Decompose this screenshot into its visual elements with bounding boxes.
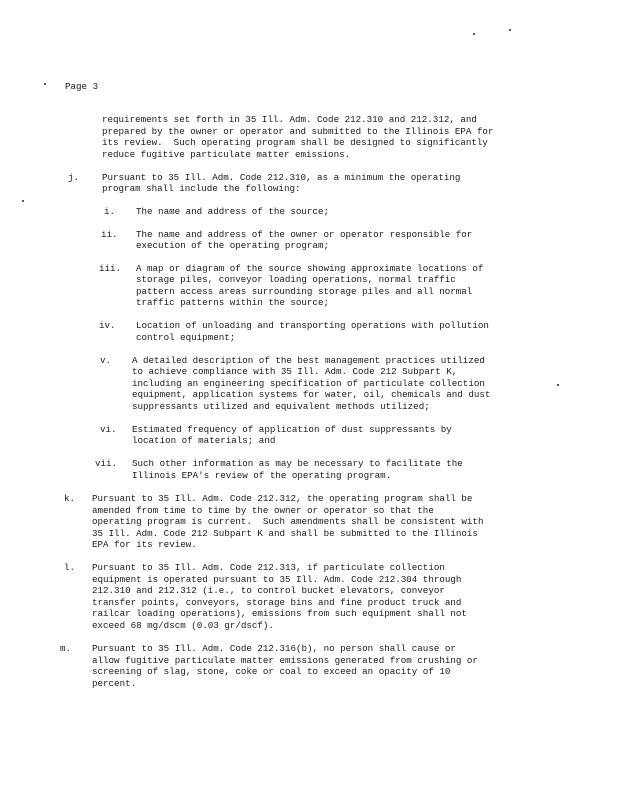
text-line: transfer points, conveyors, storage bins and fine product truck and xyxy=(92,597,462,608)
text-line: Estimated frequency of application of dust suppressants by xyxy=(132,424,452,435)
text-line: Pursuant to 35 Ill. Adm. Code 212.316(b), no person shall cause or xyxy=(92,643,456,654)
text-line: Pursuant to 35 Ill. Adm. Code 212.313, if particulate collection xyxy=(92,562,445,573)
item-label: iii. xyxy=(99,263,122,274)
text-line: 212.310 and 212.312 (i.e., to control bucket elevators, conveyor xyxy=(92,585,445,596)
scan-speck xyxy=(557,384,559,386)
text-line: allow fugitive particulate matter emissions generated from crushing or xyxy=(92,655,478,666)
text-line: control equipment; xyxy=(136,332,236,343)
text-line: A detailed description of the best management practices utilized xyxy=(132,355,485,366)
paragraph-label: l. xyxy=(64,562,76,573)
text-line: amended from time to time by the owner or operator so that the xyxy=(92,505,434,516)
text-line: Such other information as may be necessary to facilitate the xyxy=(132,458,463,469)
item-label: vi. xyxy=(100,424,117,435)
paragraph-label: k. xyxy=(64,493,76,504)
text-line: equipment, application systems for water, oil, chemicals and dust xyxy=(132,389,491,400)
text-line: Pursuant to 35 Ill. Adm. Code 212.310, as a minimum the operating xyxy=(102,172,461,183)
text-line: execution of the operating program; xyxy=(136,240,329,251)
item-label: i. xyxy=(104,206,116,217)
text-line: screening of slag, stone, coke or coal to exceed an opacity of 10 xyxy=(92,666,451,677)
text-line: percent. xyxy=(92,678,137,689)
text-line: program shall include the following: xyxy=(102,183,301,194)
text-line: traffic patterns within the source; xyxy=(136,297,329,308)
text-line: The name and address of the source; xyxy=(136,206,329,217)
item-label: vii. xyxy=(95,458,118,469)
scan-speck xyxy=(44,83,46,85)
text-line: operating program is current. Such amendments shall be consistent with xyxy=(92,516,484,527)
text-line: including an engineering specification of particulate collection xyxy=(132,378,485,389)
item-label: iv. xyxy=(99,320,116,331)
text-line: Location of unloading and transporting operations with pollution xyxy=(136,320,489,331)
text-line: requirements set forth in 35 Ill. Adm. Code 212.310 and 212.312, and xyxy=(102,114,477,125)
text-line: Illinois EPA's review of the operating program. xyxy=(132,470,392,481)
text-line: pattern access areas surrounding storage piles and all normal xyxy=(136,286,473,297)
scan-speck xyxy=(473,33,475,35)
text-line: to achieve compliance with 35 Ill. Adm. Code 212 Subpart K, xyxy=(132,366,458,377)
paragraph-label: j. xyxy=(68,172,80,183)
text-line: Pursuant to 35 Ill. Adm. Code 212.312, the operating program shall be xyxy=(92,493,473,504)
text-line: railcar loading operations), emissions from such equipment shall not xyxy=(92,608,467,619)
text-line: The name and address of the owner or operator responsible for xyxy=(136,229,473,240)
item-label: v. xyxy=(100,355,112,366)
text-line: equipment is operated pursuant to 35 Ill. Adm. Code 212.304 through xyxy=(92,574,462,585)
text-line: exceed 68 mg/dscm (0.03 gr/dscf). xyxy=(92,620,274,631)
scan-speck xyxy=(509,29,511,31)
item-label: ii. xyxy=(101,229,118,240)
page-number: Page 3 xyxy=(65,81,99,92)
text-line: storage piles, conveyor loading operations, normal traffic xyxy=(136,274,456,285)
text-line: suppressants utilized and equivalent methods utilized; xyxy=(132,401,430,412)
text-line: its review. Such operating program shall be designed to significantly xyxy=(102,137,488,148)
text-line: prepared by the owner or operator and submitted to the Illinois EPA for xyxy=(102,126,494,137)
text-line: 35 Ill. Adm. Code 212 Subpart K and shall be submitted to the Illinois xyxy=(92,528,478,539)
text-line: location of materials; and xyxy=(132,435,276,446)
text-line: A map or diagram of the source showing approximate locations of xyxy=(136,263,484,274)
scan-speck xyxy=(22,200,24,202)
text-line: EPA for its review. xyxy=(92,539,197,550)
text-line: reduce fugitive particulate matter emissions. xyxy=(102,149,351,160)
paragraph-label: m. xyxy=(60,643,72,654)
